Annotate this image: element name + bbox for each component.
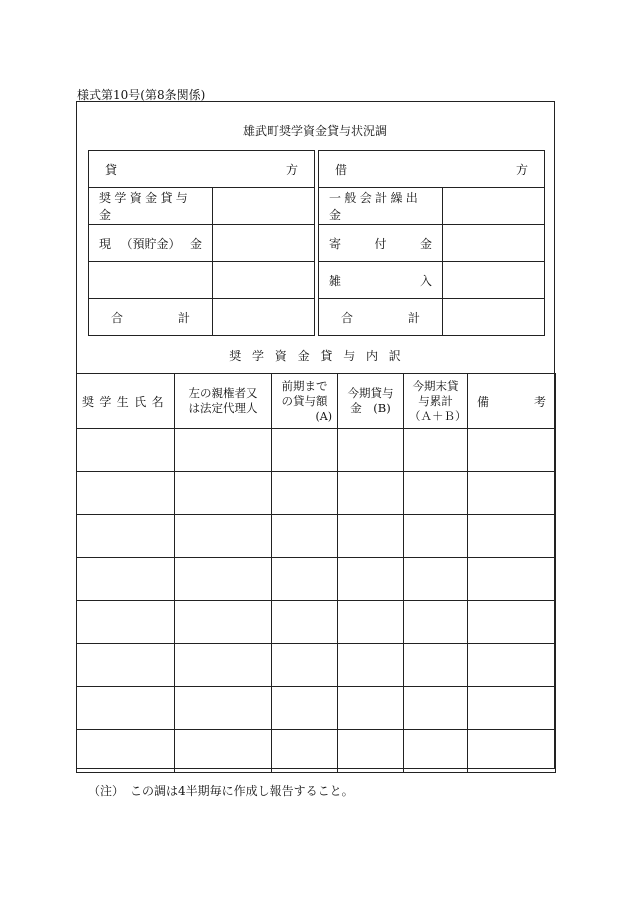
table-row — [77, 730, 556, 773]
header-prior-line1: 前期まで — [281, 378, 328, 393]
credit-label-donation-a: 寄 — [329, 236, 342, 251]
credit-label-cell — [319, 188, 443, 225]
header-prior-line3: (A) — [315, 409, 332, 423]
header-current-line2: 金 (B) — [350, 401, 391, 415]
credit-header — [319, 151, 545, 188]
debit-value-cell — [213, 262, 315, 299]
debit-label-scholarship-loan: 奨学資金貸与金 — [99, 191, 192, 222]
debit-label-cell — [89, 188, 213, 225]
loan-detail-table — [76, 373, 556, 773]
table-row — [77, 472, 556, 515]
debit-label-cash-c: 金 — [189, 236, 202, 251]
credit-value-cell — [443, 262, 545, 299]
credit-value-cell — [443, 225, 545, 262]
credit-header-right: 方 — [515, 162, 528, 177]
debit-header-right: 方 — [285, 162, 298, 177]
balance-row — [89, 188, 545, 225]
header-current-line1: 今期貸与 — [347, 386, 394, 400]
header-prior-line2: の貸与額 — [281, 393, 328, 408]
credit-value-cell — [443, 188, 545, 225]
credit-label-cell — [319, 225, 443, 262]
balance-row — [89, 262, 545, 299]
balance-total-row — [89, 299, 545, 336]
debit-header-left: 貸 — [105, 162, 118, 177]
credit-label-donation-c: 金 — [419, 236, 432, 251]
balance-table — [88, 150, 545, 336]
credit-label-misc-a: 雑 — [329, 273, 342, 288]
table-row — [77, 515, 556, 558]
table-row — [77, 687, 556, 730]
header-cumulative — [404, 374, 468, 429]
table-row — [77, 429, 556, 472]
header-cumulative-line3: （Ａ＋Ｂ） — [409, 408, 467, 423]
credit-total-label — [319, 299, 443, 336]
balance-header-row — [89, 151, 545, 188]
credit-label-misc-b: 入 — [419, 273, 432, 288]
debit-value-cell — [213, 225, 315, 262]
header-remarks — [468, 374, 556, 429]
debit-total-b: 計 — [177, 310, 190, 325]
debit-label-cash-a: 現 — [99, 236, 112, 251]
debit-label-cash-b: （預貯金） — [120, 236, 181, 251]
table-row — [77, 644, 556, 687]
section-subtitle: 奨学資金貸与内訳 — [229, 349, 412, 363]
header-student-name: 奨学生氏名 — [77, 374, 175, 429]
header-cumulative-line1: 今期末貸 — [412, 378, 459, 393]
form-number-label: 様式第10号(第8条関係) — [77, 88, 206, 102]
header-prior-amount — [272, 374, 338, 429]
debit-header — [89, 151, 315, 188]
header-remarks-a: 備 — [477, 394, 490, 409]
table-row — [77, 558, 556, 601]
debit-label-cell — [89, 225, 213, 262]
credit-label-donation-b: 付 — [374, 236, 387, 251]
debit-total-value — [213, 299, 315, 336]
credit-label-cell — [319, 262, 443, 299]
credit-total-a: 合 — [341, 310, 354, 325]
header-guardian-line1: 左の親権者又 — [188, 386, 258, 400]
debit-value-cell — [213, 188, 315, 225]
footnote: （注） この調は4半期毎に作成し報告すること。 — [88, 784, 354, 798]
credit-total-value — [443, 299, 545, 336]
header-current-amount — [338, 374, 404, 429]
credit-label-general-account: 一般会計繰出金 — [329, 191, 422, 222]
credit-header-left: 借 — [335, 162, 348, 177]
credit-total-b: 計 — [407, 310, 420, 325]
balance-row — [89, 225, 545, 262]
header-guardian — [175, 374, 272, 429]
detail-header-row — [77, 374, 556, 429]
header-cumulative-line2: 与累計 — [418, 393, 453, 408]
table-row — [77, 601, 556, 644]
header-guardian-line2: は法定代理人 — [188, 401, 258, 415]
debit-total-a: 合 — [111, 310, 124, 325]
header-remarks-b: 考 — [533, 394, 546, 409]
form-title: 雄武町奨学資金貸与状況調 — [242, 124, 387, 138]
debit-label-cell — [89, 262, 213, 299]
debit-total-label — [89, 299, 213, 336]
